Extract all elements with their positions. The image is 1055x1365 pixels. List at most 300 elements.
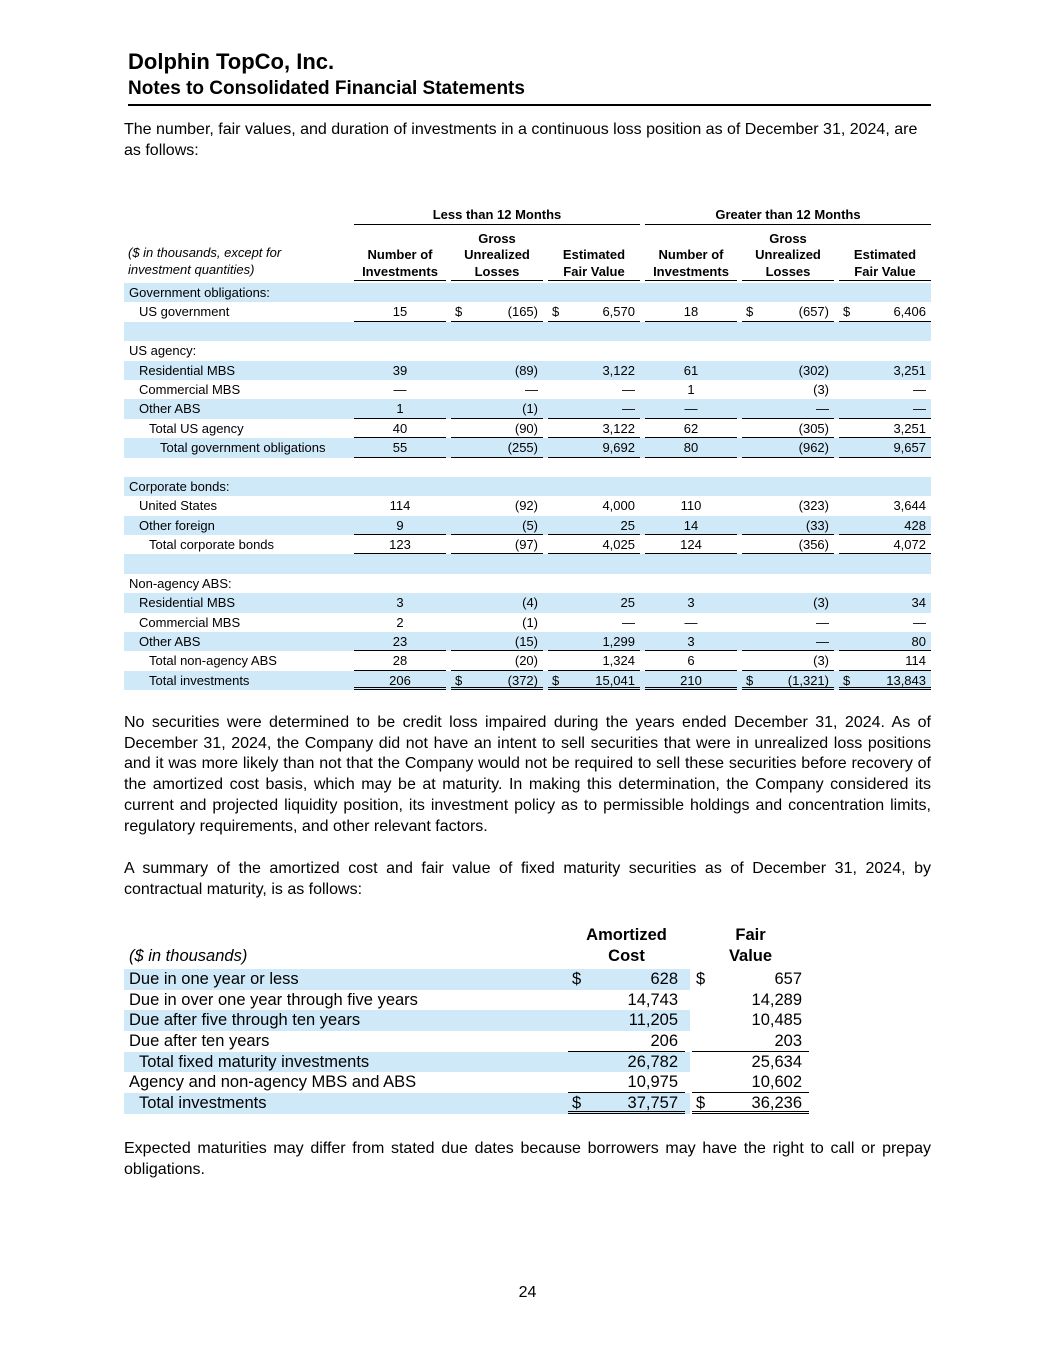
table-cell <box>451 438 543 457</box>
table-row <box>124 322 931 341</box>
table-cell <box>645 593 737 612</box>
page-number: 24 <box>518 1284 537 1301</box>
cell-value: (3) <box>813 381 829 397</box>
cell-value: 10,485 <box>751 1011 802 1030</box>
table-cell <box>451 671 543 690</box>
table-cell <box>548 651 640 670</box>
cell-value: 9,692 <box>602 440 635 456</box>
cell-value: 1,324 <box>602 653 635 669</box>
table-cell <box>742 535 834 554</box>
cell-value: 206 <box>650 1032 678 1051</box>
col-header-line: Losses <box>474 263 520 279</box>
col-header-line: Investments <box>653 263 729 279</box>
dollar-sign: $ <box>455 304 463 320</box>
table-cell <box>568 1072 685 1093</box>
cell-value: 4,072 <box>893 537 926 553</box>
cell-value: 114 <box>389 498 411 514</box>
cell-value: — <box>622 381 635 397</box>
cell-value: (302) <box>798 362 829 378</box>
cell-value: 61 <box>683 362 699 378</box>
table-cell <box>451 399 543 418</box>
row-label: United States <box>139 498 218 514</box>
table-cell <box>568 1031 685 1052</box>
table-cell <box>839 380 931 399</box>
cell-value: 6 <box>687 653 695 669</box>
cell-value: 203 <box>774 1032 802 1051</box>
row-label: Total corporate bonds <box>149 537 275 553</box>
table-cell <box>354 632 446 651</box>
col-header-number-lt <box>354 229 446 281</box>
table-cell <box>742 651 834 670</box>
cell-value: 14 <box>683 517 699 533</box>
col-header-line: Gross <box>478 230 516 246</box>
row-label: Government obligations: <box>129 285 270 300</box>
cell-value: 110 <box>680 498 702 514</box>
row-label: Due after ten years <box>129 1032 270 1051</box>
table-cell <box>692 990 809 1011</box>
cell-value: — <box>622 401 635 417</box>
table-cell <box>354 651 446 670</box>
row-label: Agency and non-agency MBS and ABS <box>129 1073 417 1092</box>
table-cell <box>568 969 685 990</box>
col-header-line: Cost <box>608 946 645 965</box>
row-label: US government <box>139 304 230 320</box>
dollar-sign: $ <box>843 304 851 320</box>
cell-value: 23 <box>392 634 408 650</box>
table-cell <box>568 1093 685 1114</box>
cell-value: — <box>913 381 926 397</box>
cell-value: 80 <box>911 634 926 650</box>
table-row <box>124 516 931 535</box>
cell-value: 3 <box>687 595 695 611</box>
table-cell <box>451 419 543 438</box>
table-row <box>124 458 931 477</box>
table-cell <box>742 302 834 321</box>
table-row <box>124 593 931 612</box>
col-header-amortized-cost <box>568 925 685 966</box>
cell-value: (89) <box>514 362 538 378</box>
table-cell <box>645 651 737 670</box>
cell-value: (3) <box>813 595 829 611</box>
dollar-sign: $ <box>455 672 463 688</box>
dollar-sign: $ <box>552 672 560 688</box>
table-cell <box>451 361 543 380</box>
table-cell <box>354 438 446 457</box>
table-cell <box>354 671 446 690</box>
table-cell <box>354 613 446 632</box>
cell-value: (356) <box>798 537 829 553</box>
table-cell <box>568 1010 685 1031</box>
table-cell <box>839 593 931 612</box>
col-header-line: Fair <box>735 926 766 944</box>
cell-value: 11,205 <box>628 1011 678 1030</box>
table-row <box>124 477 931 496</box>
cell-value: — <box>816 634 829 650</box>
loss-table-header <box>124 205 931 283</box>
table-cell <box>645 535 737 554</box>
dollar-sign: $ <box>746 304 754 320</box>
table-row <box>124 671 931 690</box>
table-cell <box>742 380 834 399</box>
table-cell <box>354 419 446 438</box>
col-header-fair-value <box>692 925 809 966</box>
cell-value: 3 <box>396 595 404 611</box>
cell-value: 28 <box>392 653 408 669</box>
col-header-fair-value-lt <box>548 229 640 281</box>
cell-value: 10,602 <box>751 1073 802 1092</box>
cell-value: 4,000 <box>602 498 635 514</box>
unit-note-line-1: ($ in thousands, except for <box>128 245 282 260</box>
row-label: Total non-agency ABS <box>149 653 277 669</box>
table-cell <box>645 380 737 399</box>
row-label: Total fixed maturity investments <box>139 1052 370 1071</box>
cell-value: 9,657 <box>893 440 926 456</box>
table-row <box>124 399 931 418</box>
cell-value: — <box>393 381 407 397</box>
table-row <box>124 341 931 360</box>
loss-table-body <box>124 283 931 690</box>
table-cell <box>354 361 446 380</box>
table-cell <box>354 399 446 418</box>
table-row <box>124 283 931 302</box>
col-header-fair-value-gt <box>839 229 931 281</box>
cell-value: 1 <box>396 401 404 417</box>
table-cell <box>548 516 640 535</box>
cell-value: — <box>816 401 829 417</box>
cell-value: 15 <box>392 304 408 320</box>
table-cell <box>839 496 931 515</box>
row-label: Total government obligations <box>160 440 326 456</box>
cell-value: 3,644 <box>893 498 926 514</box>
cell-value: 37,757 <box>627 1094 678 1113</box>
table-cell <box>839 419 931 438</box>
table-cell <box>742 632 834 651</box>
dollar-sign: $ <box>572 970 582 988</box>
table-row <box>124 969 802 990</box>
table-cell <box>645 496 737 515</box>
table-cell <box>451 651 543 670</box>
cell-value: 6,406 <box>893 304 926 320</box>
table-cell <box>692 1052 809 1073</box>
loss-position-table <box>124 205 931 690</box>
table-row <box>124 496 931 515</box>
cell-value: 206 <box>389 672 411 688</box>
cell-value: (97) <box>514 537 538 553</box>
row-label: Total investments <box>149 672 250 688</box>
table-row <box>124 380 931 399</box>
table-cell <box>742 671 834 690</box>
cell-value: 1 <box>687 381 695 397</box>
cell-value: (657) <box>798 304 829 320</box>
maturity-table-body <box>124 969 802 1114</box>
table-cell <box>742 399 834 418</box>
row-label: Commercial MBS <box>139 614 241 630</box>
cell-value: 14,289 <box>751 990 802 1009</box>
table-cell <box>451 302 543 321</box>
cell-value: (3) <box>813 653 829 669</box>
cell-value: 6,570 <box>602 304 635 320</box>
table-cell <box>839 671 931 690</box>
cell-value: (962) <box>798 440 829 456</box>
row-label: Due in over one year through five years <box>129 990 418 1009</box>
row-label: Other ABS <box>139 634 201 650</box>
col-header-line: Estimated <box>562 247 626 262</box>
table-row <box>124 535 931 554</box>
table-row <box>124 1052 802 1073</box>
cell-value: (4) <box>522 595 538 611</box>
cell-value: 39 <box>392 362 408 378</box>
cell-value: — <box>913 614 926 630</box>
cell-value: (1) <box>522 614 538 630</box>
cell-value: 10,975 <box>627 1073 678 1092</box>
company-name: Dolphin TopCo, Inc. <box>128 49 335 74</box>
impairment-paragraph: No securities were determined to be credit loss impaired during the years ended December 31, 2024. As of December 31, 2024, the Company did not have an intent to sell securities that were in unrealized loss positions and it was more likely than not that the Company would not be required to sell these securities before recovery of the amortized cost basis, which may be at maturity. In making this determination, the Company considered its current and projected liquidity position, its investment policy as to permissible holdings and concentration limits, regulatory requirements, and other relevant factors. <box>124 714 931 835</box>
table-cell <box>692 1093 809 1114</box>
table-cell <box>645 438 737 457</box>
table-cell <box>548 496 640 515</box>
row-label: Other ABS <box>139 401 201 417</box>
col-header-line: Number of <box>658 247 724 262</box>
table-cell <box>692 1072 809 1093</box>
row-label: Commercial MBS <box>139 381 241 397</box>
cell-value: (372) <box>507 672 538 688</box>
table-cell <box>839 516 931 535</box>
col-header-line: Investments <box>362 263 438 279</box>
table-cell <box>451 535 543 554</box>
row-label: Other foreign <box>139 517 215 533</box>
table-cell <box>645 613 737 632</box>
table-row <box>124 613 931 632</box>
col-header-line: Estimated <box>853 247 917 262</box>
cell-value: 55 <box>392 440 408 456</box>
cell-value: 15,041 <box>595 672 635 688</box>
table-row <box>124 1093 802 1114</box>
table-cell <box>354 593 446 612</box>
table-cell <box>645 632 737 651</box>
cell-value: 9 <box>396 517 404 533</box>
cell-value: 25 <box>620 517 635 533</box>
col-header-line: Unrealized <box>464 247 530 262</box>
row-label: Corporate bonds: <box>129 478 230 494</box>
table-cell <box>548 593 640 612</box>
cell-value: 14,743 <box>627 990 678 1009</box>
cell-value: 657 <box>774 970 802 988</box>
cell-value: 3,122 <box>602 420 635 436</box>
table-cell <box>568 990 685 1011</box>
col-header-line: Fair Value <box>563 263 625 279</box>
table-cell <box>742 496 834 515</box>
cell-value: 25 <box>620 595 635 611</box>
table-row <box>124 554 931 573</box>
table-row <box>124 302 931 321</box>
page-header <box>128 48 931 106</box>
col-header-number-gt <box>645 229 737 281</box>
table-cell <box>354 496 446 515</box>
table-cell <box>548 302 640 321</box>
cell-value: 40 <box>392 420 408 436</box>
cell-value: 13,843 <box>886 672 926 688</box>
table-cell <box>548 399 640 418</box>
group-header-greater-12: Greater than 12 Months <box>645 205 931 225</box>
cell-value: 114 <box>905 653 926 669</box>
table-cell <box>645 361 737 380</box>
row-label: Total US agency <box>149 420 244 436</box>
table-cell <box>839 399 931 418</box>
dollar-sign: $ <box>746 672 754 688</box>
table-row <box>124 574 931 593</box>
row-label: Total investments <box>139 1094 267 1113</box>
cell-value: 4,025 <box>602 537 635 553</box>
table-cell <box>742 361 834 380</box>
cell-value: (1) <box>522 401 538 417</box>
table-cell <box>839 535 931 554</box>
cell-value: 80 <box>683 440 699 456</box>
table-row <box>124 361 931 380</box>
cell-value: (305) <box>798 420 829 436</box>
intro-paragraph: The number, fair values, and duration of investments in a continuous loss position as of December 31, 2024, are as follows: <box>124 121 918 159</box>
cell-value: (33) <box>805 517 829 533</box>
col-header-losses-lt <box>451 229 543 281</box>
table-cell <box>354 302 446 321</box>
cell-value: 26,782 <box>627 1052 678 1071</box>
cell-value: (323) <box>798 498 829 514</box>
page-subtitle: Notes to Consolidated Financial Statements <box>128 78 525 99</box>
table-row <box>124 1010 802 1031</box>
table-cell <box>645 419 737 438</box>
table-cell <box>548 380 640 399</box>
table-cell <box>839 613 931 632</box>
group-header-less-12: Less than 12 Months <box>354 205 640 225</box>
table-cell <box>548 535 640 554</box>
table-row <box>124 632 931 651</box>
table-cell <box>839 438 931 457</box>
maturity-table-header <box>124 925 773 969</box>
cell-value: — <box>816 614 829 630</box>
cell-value: (165) <box>507 304 538 320</box>
table-cell <box>451 593 543 612</box>
table-cell <box>839 302 931 321</box>
cell-value: 3 <box>687 634 695 650</box>
table-cell <box>645 302 737 321</box>
table-cell <box>692 1010 809 1031</box>
table-cell <box>645 516 737 535</box>
table-row <box>124 651 931 670</box>
table-cell <box>548 671 640 690</box>
table-cell <box>839 632 931 651</box>
dollar-sign: $ <box>696 970 706 988</box>
col-header-line: Fair Value <box>854 263 916 279</box>
maturity-unit-note: ($ in thousands) <box>129 947 248 965</box>
table-cell <box>548 632 640 651</box>
table-row <box>124 1031 802 1052</box>
cell-value: (92) <box>514 498 538 514</box>
cell-value: 34 <box>911 595 926 611</box>
row-label: Due in one year or less <box>129 970 299 988</box>
table-row <box>124 990 802 1011</box>
table-cell <box>451 613 543 632</box>
cell-value: 3,251 <box>893 362 926 378</box>
col-header-line: Value <box>728 946 773 965</box>
table-cell <box>451 632 543 651</box>
cell-value: 210 <box>680 672 702 688</box>
cell-value: 1,299 <box>602 634 635 650</box>
table-cell <box>548 419 640 438</box>
table-cell <box>354 516 446 535</box>
table-cell <box>742 419 834 438</box>
table-cell <box>548 613 640 632</box>
cell-value: 25,634 <box>751 1052 802 1071</box>
cell-value: — <box>913 401 926 417</box>
table-cell <box>645 399 737 418</box>
table-cell <box>548 438 640 457</box>
table-cell <box>354 535 446 554</box>
cell-value: — <box>684 614 698 630</box>
cell-value: — <box>622 614 635 630</box>
table-row <box>124 438 931 457</box>
cell-value: — <box>684 401 698 417</box>
row-label: Residential MBS <box>139 595 236 611</box>
table-row <box>124 419 931 438</box>
cell-value: (5) <box>522 517 538 533</box>
maturity-table <box>124 925 802 1114</box>
dollar-sign: $ <box>696 1094 706 1113</box>
expected-maturities-paragraph: Expected maturities may differ from stated due dates because borrowers may have the right to call or prepay obligations. <box>124 1140 931 1178</box>
col-header-losses-gt <box>742 229 834 281</box>
cell-value: 3,251 <box>893 420 926 436</box>
table-cell <box>354 380 446 399</box>
cell-value: (90) <box>514 420 538 436</box>
table-cell <box>451 380 543 399</box>
cell-value: 2 <box>396 614 404 630</box>
table-cell <box>692 1031 809 1052</box>
cell-value: 628 <box>650 970 678 988</box>
cell-value: (20) <box>514 653 538 669</box>
row-label: Residential MBS <box>139 362 236 378</box>
cell-value: 62 <box>683 420 699 436</box>
row-label: Due after five through ten years <box>129 1011 361 1030</box>
summary-paragraph: A summary of the amortized cost and fair value of fixed maturity securities as of December 31, 2024, by contractual maturity, is as follows: <box>124 860 931 898</box>
cell-value: (15) <box>514 634 538 650</box>
table-cell <box>839 361 931 380</box>
table-cell <box>742 516 834 535</box>
table-cell <box>692 969 809 990</box>
cell-value: — <box>525 381 538 397</box>
cell-value: 18 <box>683 304 699 320</box>
table-cell <box>742 593 834 612</box>
table-cell <box>645 671 737 690</box>
col-header-line: Losses <box>765 263 811 279</box>
col-header-line: Unrealized <box>755 247 821 262</box>
table-cell <box>742 613 834 632</box>
table-cell <box>451 516 543 535</box>
cell-value: (255) <box>507 440 538 456</box>
table-cell <box>451 496 543 515</box>
cell-value: 428 <box>904 517 926 533</box>
dollar-sign: $ <box>572 1094 582 1113</box>
cell-value: (1,321) <box>787 672 829 688</box>
table-cell <box>548 361 640 380</box>
cell-value: 36,236 <box>751 1094 802 1113</box>
col-header-line: Amortized <box>586 926 667 944</box>
row-label: US agency: <box>129 343 197 359</box>
cell-value: 124 <box>680 537 702 553</box>
table-cell <box>839 651 931 670</box>
unit-note-line-2: investment quantities) <box>128 261 255 277</box>
dollar-sign: $ <box>843 672 851 688</box>
table-cell <box>742 438 834 457</box>
col-header-line: Number of <box>367 247 433 262</box>
loss-table-unit-note <box>128 245 281 278</box>
